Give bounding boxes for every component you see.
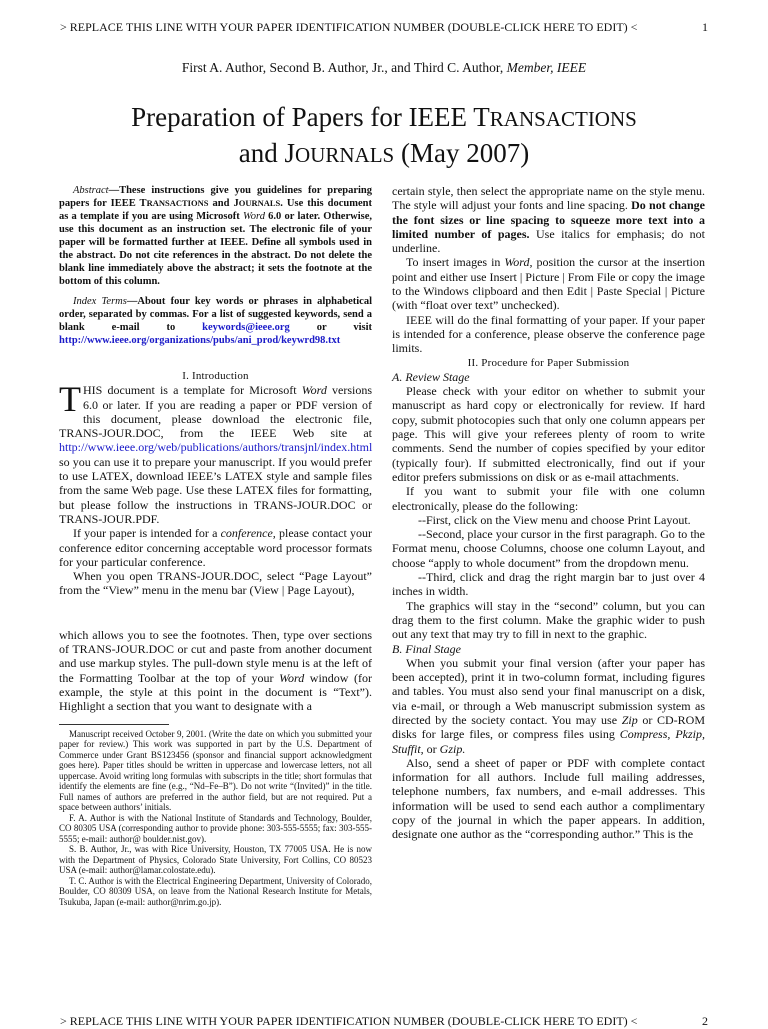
keywords-url-link[interactable]: http://www.ieee.org/organizations/pubs/ani_prod/keywrd98.txt (59, 335, 341, 346)
intro-text: window (for example, the style at this point in the document is “Text”). Highlight a section that you want to designate with a (59, 670, 373, 714)
right-column (392, 184, 705, 842)
intro-text: which allows you to see the footnotes. Then, type over sections of TRANS-JOUR.DOC or cut and paste from another document and use markup styles. The pull-down style menu is at the left of the Formatting Toolbar at the top of your (59, 627, 372, 685)
body-paragraph: IEEE will do the final formatting of your paper. If your paper is intended for a conference, please observe the conference page limits. (392, 312, 705, 356)
intro-emphasis: conference, (220, 526, 276, 541)
abstract-text: —These instructions give you guidelines for preparing papers for IEEE T (59, 185, 372, 209)
index-terms-label: Index Terms (73, 296, 127, 307)
body-paragraph: Also, send a sheet of paper or PDF with complete contact information for all authors. Include full mailing addresses, telephone numbers, fax numbers, and e-mail addresses. This information will be used to send each author a complimentary copy of the journal in which the paper appears. In addition, designate one author as the “corresponding author.” This is the (392, 755, 705, 842)
body-paragraph: --Second, place your cursor in the first paragraph. Go to the Format menu, choose Columns, choose one column Layout, and choose “apply to whole document” from the dropdown menu. (392, 527, 705, 570)
footnote: Manuscript received October 9, 2001. (Write the date on which you submitted your paper for review.) This work was supported in part by the U.S. Department of Commerce under Grant BS123456 (sponsor and financial support acknowledgment goes here). Paper titles should be written in uppercase and lowercase letters, not all uppercase. Avoid writing long formulas with subscripts in the title; short formulas that identify the elements are fine (e.g., “Nd–Fe–B”). Do not write “(Invited)” in the title. Full names of authors are preferred in the author field, but are not required. Put a space between authors’ initials. (59, 728, 372, 813)
author-line (0, 60, 768, 76)
page-number: 2 (702, 1014, 708, 1028)
body-text: certain style, then select the appropriate name on the style menu. The style will adjust your fonts and line spacing. (392, 184, 705, 213)
section-heading-introduction: I. Introduction (182, 370, 249, 382)
body-paragraph: --Third, click and drag the right margin bar to just over 4 inches in width. (392, 570, 705, 599)
intro-text: HIS document is a template for Microsoft (83, 383, 302, 398)
abstract-text: . Use this document as a template if you are using Microsoft (59, 198, 372, 222)
body-bold: Do not change the font sizes or line spacing to squeeze more text into a limited number of pages. (392, 198, 705, 241)
intro-paragraph: When you open TRANS-JOUR.DOC, select “Page Layout” from the “View” menu in the menu bar (View | Page Layout), (59, 569, 372, 598)
intro-word: Word (301, 383, 327, 398)
ieee-template-link[interactable]: http://www.ieee.org/web/publications/authors/transjnl/index.html (59, 440, 373, 455)
footnote: F. A. Author is with the National Institute of Standards and Technology, Boulder, CO 80305 USA (corresponding author to provide phone: 303-555-5555; fax: 303-555-5555; e-mail: author@ boulder.nist.gov). (59, 812, 372, 844)
footnotes (59, 729, 372, 908)
index-terms-text: —About four key words or phrases in alphabetical order, separated by commas. For a list of suggested keywords, send a blank e-mail to (59, 296, 372, 333)
abstract-label: Abstract (73, 185, 109, 196)
title-part: Preparation of Papers for IEEE T (131, 102, 490, 132)
header-text: > REPLACE THIS LINE WITH YOUR PAPER IDENTIFICATION NUMBER (DOUBLE-CLICK HERE TO EDIT) < (60, 1014, 638, 1028)
intro-paragraph (59, 628, 372, 714)
intro-text: so you can use it to prepare your manuscript. If you would prefer to use LATEX, download IEEE’s LATEX style and sample files from the same Web page. Use these LATEX files for formatting, but please follow the instructions in TRANS-JOUR.DOC or TRANS-JOUR.PDF. (59, 454, 372, 526)
body-emphasis: Zip (621, 712, 638, 727)
body-emphasis: Gzip. (439, 741, 466, 756)
author-names: First A. Author, Second B. Author, Jr., and Third C. Author, (181, 60, 507, 75)
body-paragraph: --First, click on the View menu and choose Print Layout. (418, 512, 691, 527)
body-text: When you submit your final version (after your paper has been accepted), print it in two-column format, including figures and tables. You must also send your final manuscript on a disk, via e-mail, or through a Web manuscript submission system as directed by the society contact. You may use (392, 655, 705, 727)
abstract-smallcaps: OURNALS (238, 198, 281, 208)
body-text: Use italics for emphasis; do not underline. (392, 226, 705, 256)
body-text: or (423, 741, 440, 756)
body-text: To insert images in (406, 255, 505, 270)
abstract-word: Word (242, 211, 265, 222)
footnote: S. B. Author, Jr., was with Rice University, Houston, TX 77005 USA. He is now with the Department of Physics, Colorado State University, Fort Collins, CO 80523 USA (e-mail: author@lamar.colostate.edu). (59, 844, 372, 876)
subsection-heading-final: B. Final Stage (392, 641, 461, 656)
title-part: (May 2007) (394, 138, 530, 168)
abstract-smallcaps: RANSACTIONS (146, 198, 209, 208)
index-terms (59, 295, 372, 347)
paper-title (0, 100, 768, 172)
drop-cap: T (59, 379, 81, 420)
subsection-heading-review: A. Review Stage (392, 369, 470, 384)
body-word: Word, (504, 255, 533, 270)
index-terms-text: or visit (289, 322, 373, 333)
left-column (59, 184, 372, 907)
body-paragraph: The graphics will stay in the “second” column, but you can drag them to the first column. Make the graphic wider to push out any text that may try to fill in next to the graphic. (392, 598, 705, 642)
footnote: T. C. Author is with the Electrical Engineering Department, University of Colorado, Boulder, CO 80309 USA, on leave from the National Research Institute for Metals, Tsukuba, Japan (e-mail: author@nrim.go.jp). (59, 875, 372, 907)
abstract (59, 184, 372, 288)
page-number: 1 (702, 20, 708, 34)
body-paragraph (392, 184, 705, 255)
author-membership: Member, IEEE (506, 60, 587, 75)
intro-text: versions 6.0 or later. If you are reading a paper or PDF version of this document, please download the electronic file, TRANS-JOUR.DOC, from the IEEE Web site at (59, 383, 372, 441)
body-paragraph: If you want to submit your file with one column electronically, please do the following: (392, 484, 705, 513)
keywords-email-link[interactable]: keywords@ieee.org (202, 322, 290, 333)
intro-paragraph (59, 526, 372, 569)
intro-text: please contact your conference editor concerning acceptable word processor formats for your particular conference. (59, 526, 373, 569)
intro-text: If your paper is intended for a (73, 526, 221, 541)
intro-word: Word (279, 670, 305, 685)
body-text: or CD-ROM disks for large files, or compress files using (392, 712, 705, 742)
body-paragraph: Please check with your editor on whether to submit your manuscript as hard copy or electronically for review. If hard copy, submit photocopies such that only one column appears per page. This will give your referees plenty of room to write comments. Send the number of copies specified by your editor (typically four). If submitted electronically, find out if your editor prefers submissions on disk or as e-mail attachments. (392, 384, 705, 484)
title-part: and J (238, 138, 296, 168)
body-paragraph (392, 656, 705, 756)
abstract-text: and J (208, 198, 239, 209)
body-paragraph (392, 255, 705, 312)
section-heading-procedure: II. Procedure for Paper Submission (467, 356, 630, 369)
footnote-rule (59, 724, 169, 725)
body-emphasis: Compress, Pkzip, Stuffit, (392, 727, 705, 756)
title-smallcaps: OURNALS (295, 143, 395, 167)
header-text: > REPLACE THIS LINE WITH YOUR PAPER IDENTIFICATION NUMBER (DOUBLE-CLICK HERE TO EDIT) < (60, 20, 638, 34)
running-header-next-page (60, 1014, 708, 1029)
intro-paragraph (59, 379, 373, 526)
abstract-text: 6.0 or later. Otherwise, use this document as an instruction set. The electronic file of your paper will be formatted further at IEEE. Define all symbols used in the abstract. Do not cite references in the abstract. Do not delete the blank line immediately above the abstract; it sets the footnote at the bottom of this column. (59, 211, 372, 287)
title-smallcaps: RANSACTIONS (489, 107, 637, 131)
body-text: position the cursor at the insertion point and either use Insert | Picture | From File or copy the image to the Windows clipboard and then Edit | Paste Special | Picture (with “float over text” unchecked). (392, 255, 706, 313)
running-header (60, 20, 708, 35)
